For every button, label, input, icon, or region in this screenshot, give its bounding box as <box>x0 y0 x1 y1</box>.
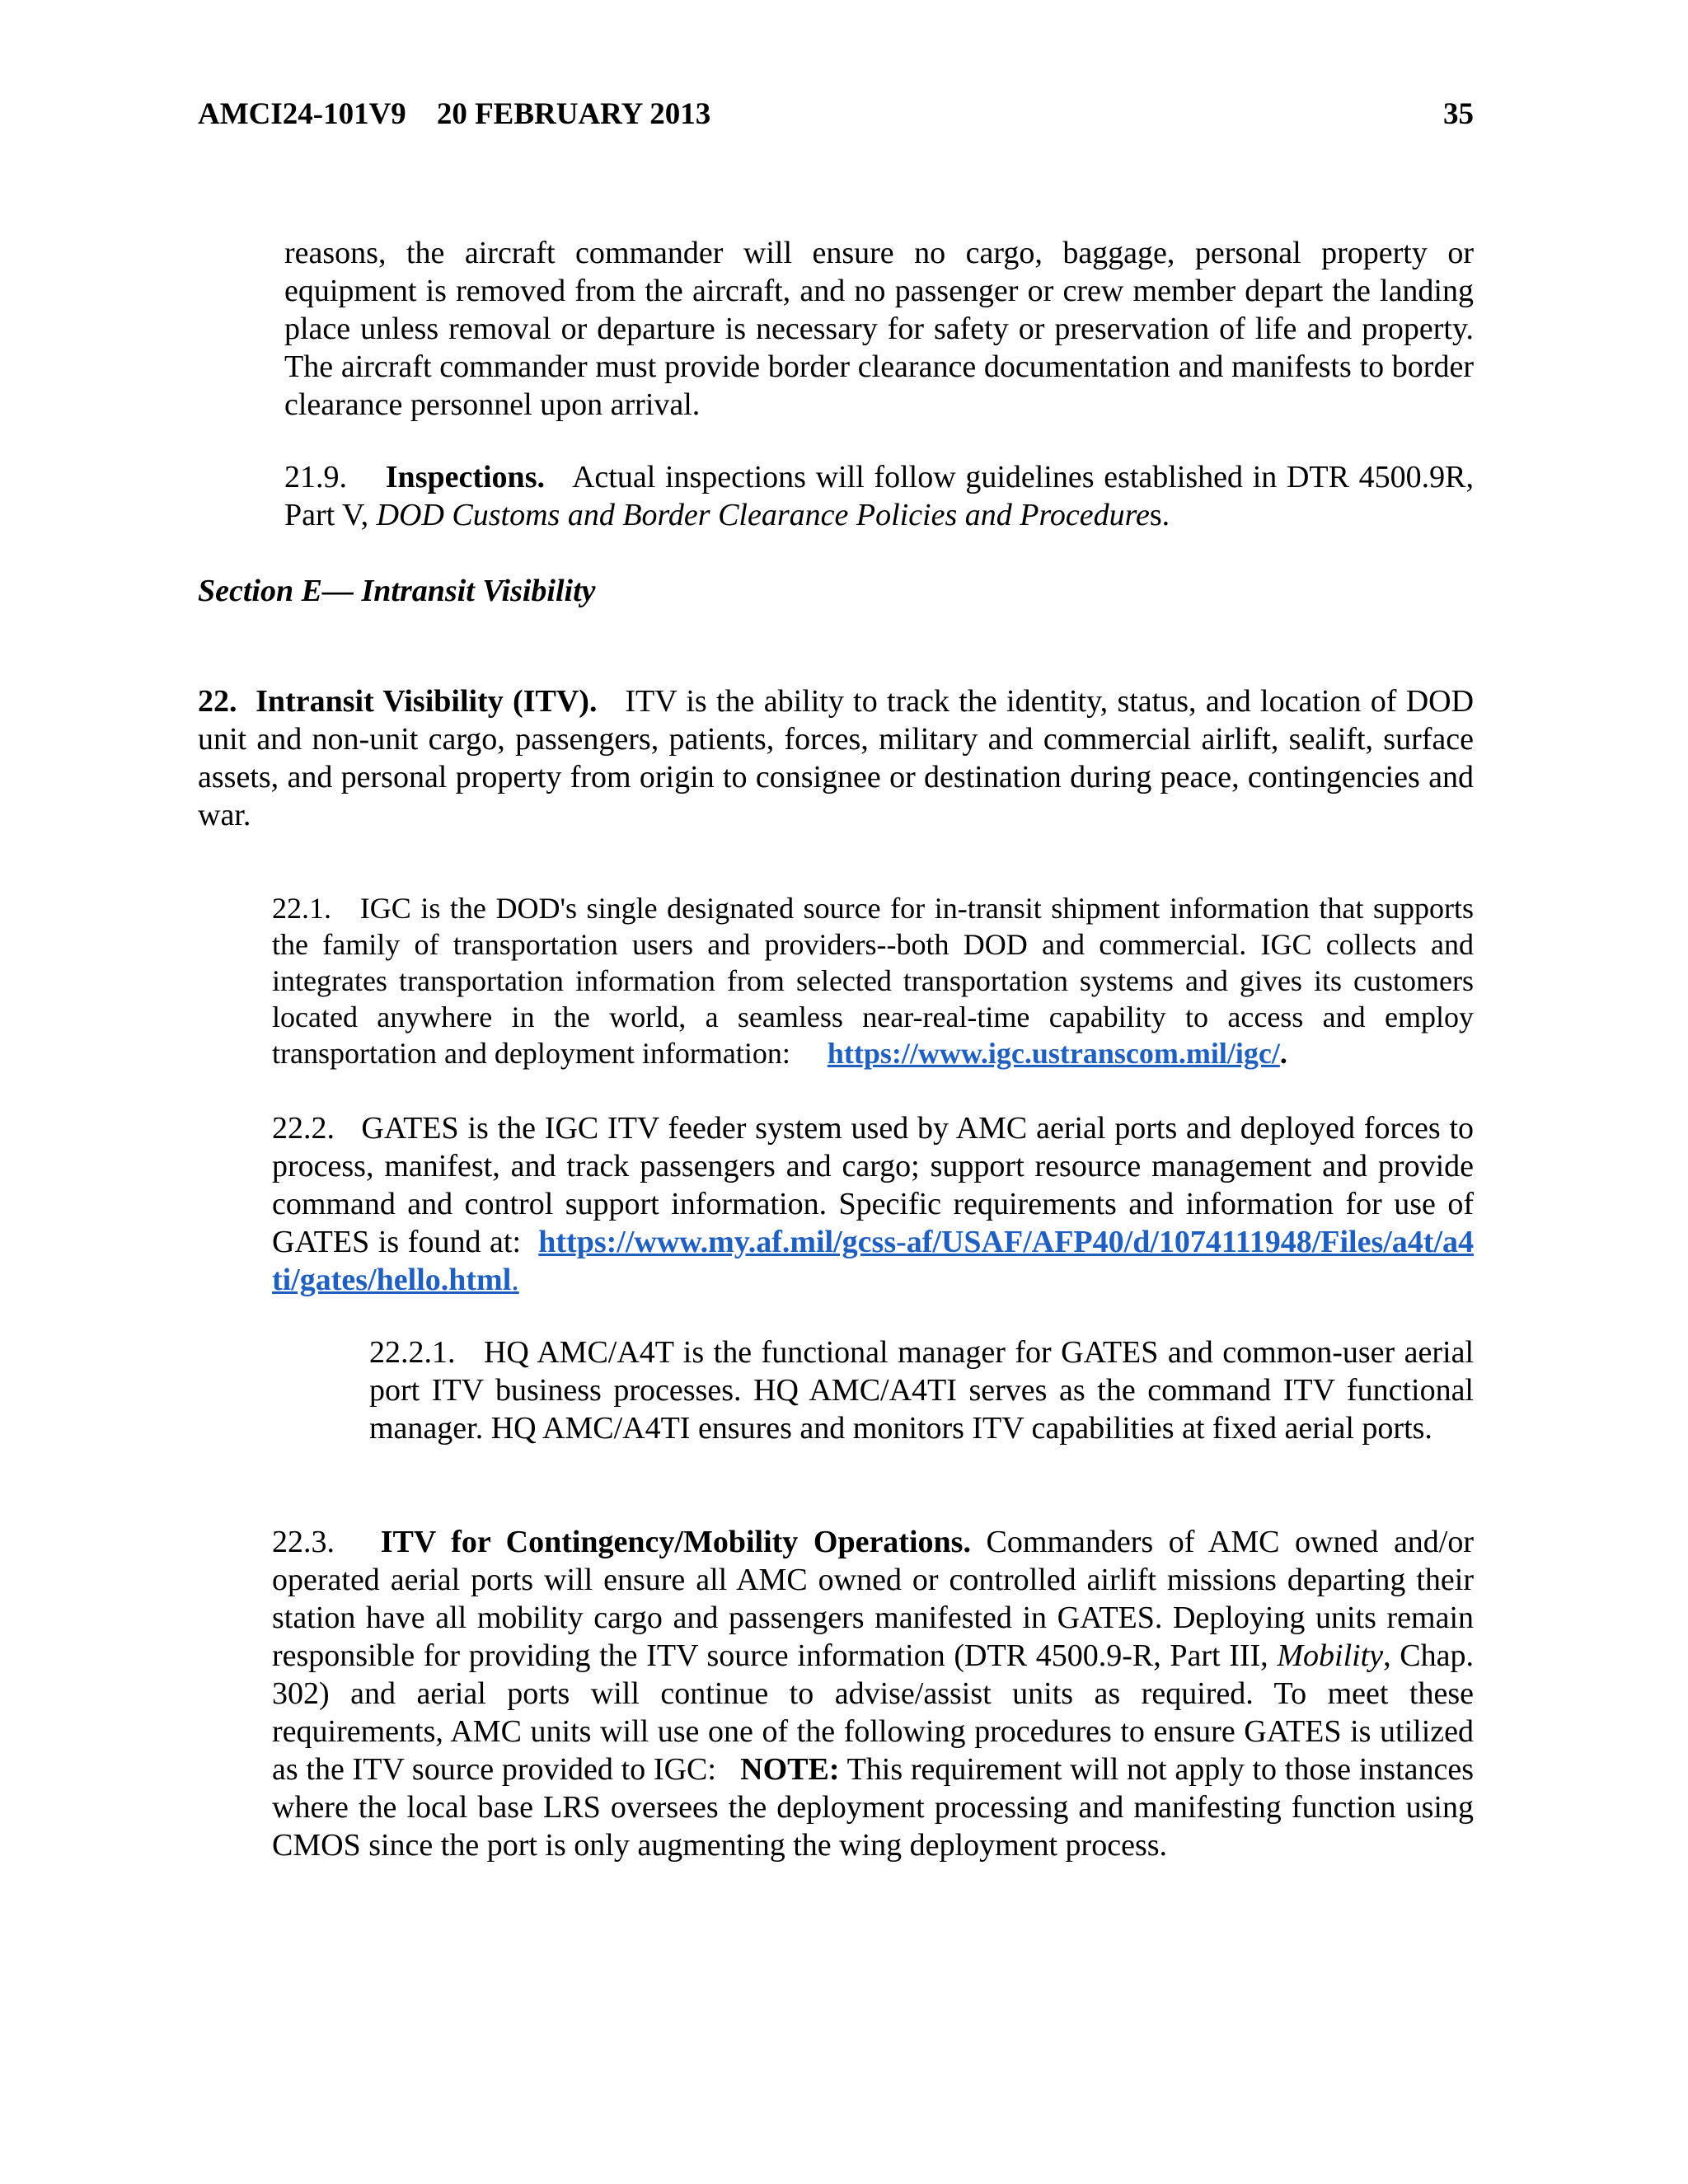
paragraph-title: Intransit Visibility (ITV). <box>256 684 598 719</box>
igc-link[interactable]: https://www.igc.ustranscom.mil/igc/ <box>827 1037 1280 1070</box>
page-number: 35 <box>1443 97 1474 131</box>
paragraph-continuation <box>284 234 1474 424</box>
document-id: AMCI24-101V9 <box>198 97 406 131</box>
paragraph-text-end: s. <box>1149 498 1170 532</box>
paragraph-text-end: . <box>511 1263 519 1297</box>
publication-title: DOD Customs and Border Clearance Policies and Procedure <box>376 498 1150 532</box>
paragraph-text: HQ AMC/A4T is the functional manager for GATES and common-user aerial port ITV business processes. HQ AMC/A4TI serves as the command ITV functional manager. HQ AMC/A4TI ensures and monitors ITV capabilities at fixed aerial ports. <box>369 1335 1475 1446</box>
paragraph-number: 22.2.1. <box>369 1335 456 1370</box>
note-text: This requirement will not apply to those instances where the local base LRS oversees the deployment processing and manifesting function using CMOS since the port is only augmenting the wing deployment process. <box>272 1752 1475 1863</box>
paragraph-22 <box>198 682 1474 834</box>
paragraph-21-9 <box>284 458 1474 534</box>
paragraph-text: Actual inspections will follow guidelines established in DTR 4500.9R, Part V, <box>284 460 1475 532</box>
header-doc-id <box>198 96 710 134</box>
paragraph-text-middle: , Chap. 302) and aerial ports will continue to advise/assist units as required. To meet these requirements, AMC units will use one of the following procedures to ensure GATES is utilized as the ITV source provided to IGC: <box>272 1638 1474 1787</box>
paragraph-22-2 <box>272 1109 1474 1299</box>
paragraph-number: 22.3. <box>272 1525 335 1559</box>
document-date: 20 FEBRUARY 2013 <box>436 97 711 131</box>
paragraph-number: 22.2. <box>272 1111 335 1146</box>
paragraph-number: 22.1. <box>272 892 331 925</box>
gates-link[interactable]: https://www.my.af.mil/gcss-af/USAF/AFP40/d/1074111948/Files/a4t/a4ti/gates/hello.html <box>272 1225 1474 1297</box>
section-heading <box>198 572 1474 610</box>
paragraph-title: ITV for Contingency/Mobility Operations. <box>380 1525 971 1559</box>
note-label: NOTE: <box>740 1752 840 1787</box>
paragraph-22-1 <box>272 890 1474 1071</box>
section-title: Section E— Intransit Visibility <box>198 574 596 608</box>
paragraph-title: Inspections. <box>385 460 545 494</box>
paragraph-number: 22. <box>198 684 237 719</box>
paragraph-22-3 <box>272 1523 1474 1864</box>
publication-title: Mobility <box>1277 1638 1384 1673</box>
paragraph-number: 21.9. <box>284 460 347 494</box>
paragraph-text: ITV is the ability to track the identity, status, and location of DOD unit and non-unit cargo, passengers, patients, forces, military and commercial airlift, sealift, surface assets, and personal property from origin to consignee or destination during peace, contingencies and war. <box>198 684 1475 832</box>
paragraph-text: IGC is the DOD's single designated source for in-transit shipment information that supports the family of transportation users and providers--both DOD and commercial. IGC collects and integrates transportation information from selected transportation systems and gives its customers located anywhere in the world, a seamless near-real-time capability to access and employ transportation and deployment information: <box>272 892 1475 1070</box>
paragraph-text: reasons, the aircraft commander will ensure no cargo, baggage, personal property or equipment is removed from the aircraft, and no passenger or crew member depart the landing place unless removal or departure is necessary for safety or preservation of life and property. The aircraft commander must provide border clearance documentation and manifests to border clearance personnel upon arrival. <box>284 236 1474 422</box>
paragraph-text-end: . <box>1279 1037 1287 1070</box>
paragraph-text: Commanders of AMC owned and/or operated aerial ports will ensure all AMC owned or controlled airlift missions departing their station have all mobility cargo and passengers manifested in GATES. Deploying units remain responsible for providing the ITV source information (DTR 4500.9-R, Part III, <box>272 1525 1475 1673</box>
paragraph-text: GATES is the IGC ITV feeder system used by AMC aerial ports and deployed forces to process, manifest, and track passengers and cargo; support resource management and provide command and control support information. Specific requirements and information for use of GATES is found at: <box>272 1111 1474 1259</box>
paragraph-22-2-1 <box>369 1333 1474 1447</box>
